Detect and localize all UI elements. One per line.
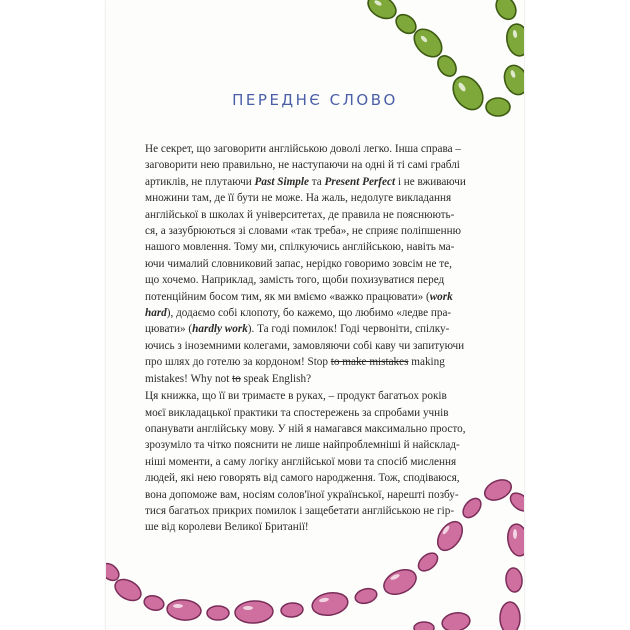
text-line: нашого мовлення. Тому ми, спілкуючись англійською, навіть ма- xyxy=(145,241,455,254)
text-line: ючись з іноземними колегами, замовляючи собі каву чи запитуючи xyxy=(145,339,465,352)
text-line: mistakes! Why not to speak English? xyxy=(145,372,312,385)
emphasized-term: Present Perfect xyxy=(324,175,396,188)
text-line: моєї викладацької практики та спостережень за спробами учнів xyxy=(145,406,449,419)
text-line: про шлях до готелю за кордоном! Stop to make mistakes making xyxy=(145,356,445,369)
text-line: англійської в школах й університетах, де правила не пояснюють- xyxy=(145,208,455,221)
struck-text: to make mistakes xyxy=(330,356,409,369)
text-line: ючи чималий словниковий запас, нерідко говоримо зовсім не те, xyxy=(145,257,452,270)
text-line: ся, а зазубрюються зі словами «так треба», не сприяє поліпшенню xyxy=(145,225,461,238)
page-title: ПЕРЕДНЄ СЛОВО xyxy=(232,91,398,109)
text-line: що хочемо. Наприклад, замість того, щоби похизуватися перед xyxy=(145,274,445,287)
paragraph-2 xyxy=(145,388,466,536)
text-line: цювати» (hardly work). Та годі помилок! Годі червоніти, спілку- xyxy=(145,323,450,336)
text-line: потенційним босом тим, як ми вміємо «важко працювати» (work xyxy=(145,290,453,303)
book-page xyxy=(106,0,524,630)
text-line: Ця книжка, що її ви тримаєте в руках, – продукт багатьох років xyxy=(145,390,447,403)
text-line: hard), додаємо собі клопоту, бо кажемо, що любимо «ледве пра- xyxy=(145,307,452,320)
text-line: артиклів, не плутаючи Past Simple та Present Perfect і не вживаючи xyxy=(145,175,466,188)
text-line: тися багатьох прикрих помилок і защебетати англійською не гір- xyxy=(145,504,455,517)
text-line: зрозуміло та чітко пояснити не лише найпроблемніші й найсклад- xyxy=(145,439,460,452)
paragraph-1 xyxy=(145,141,466,387)
text-line: вона допоможе вам, носіям солов'їної української, нарешті позбу- xyxy=(145,488,459,501)
emphasized-term: hard xyxy=(145,307,167,320)
struck-text: to xyxy=(232,372,241,385)
text-line: людей, які нею говорять від самого народження. Тож, сподіваюся, xyxy=(145,472,460,485)
text-line: Не секрет, що заговорити англійською доволі легко. Інша справа – xyxy=(145,143,461,155)
text-line: ніші моменти, а саму логіку англійської мови та спосіб мислення xyxy=(145,455,457,468)
text-line: опанувати англійську мову. У ній я намагався максимально просто, xyxy=(145,422,466,435)
text-line: ше від королеви Великої Британії! xyxy=(145,521,309,534)
body-text xyxy=(145,141,466,536)
emphasized-term: hardly work xyxy=(192,323,248,336)
text-line: множини там, де її бути не може. На жаль, недолуге викладання xyxy=(145,192,452,205)
text-line: заговорити нею правильно, не наступаючи на одні й ті самі граблі xyxy=(145,159,460,172)
emphasized-term: Past Simple xyxy=(254,175,309,188)
emphasized-term: work xyxy=(429,290,453,303)
